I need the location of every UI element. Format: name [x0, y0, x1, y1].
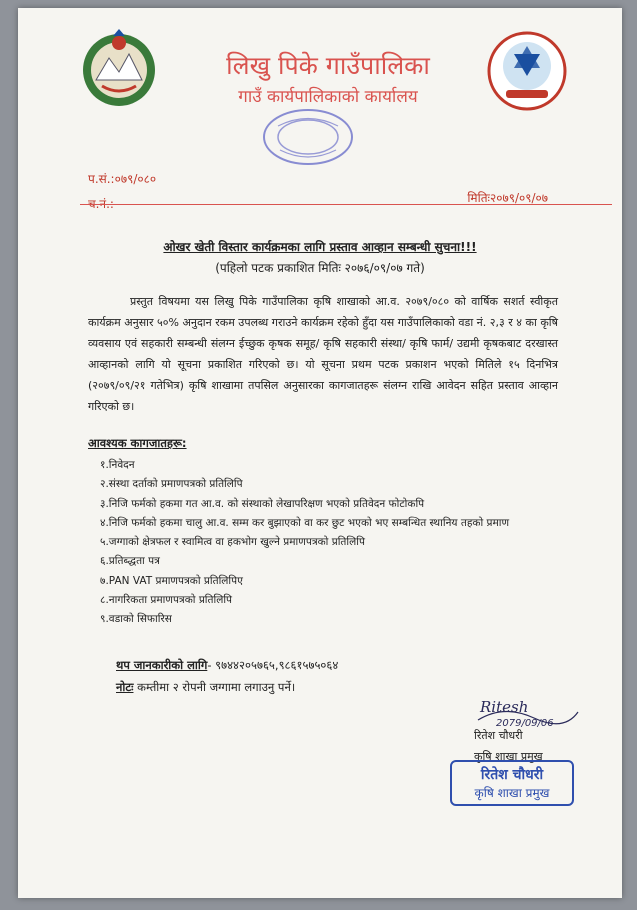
- signature-date: 2079/09/06: [496, 718, 554, 729]
- list-item: १.निवेदन: [100, 459, 135, 471]
- list-item: ३.निजि फर्मको हकमा गत आ.व. को संस्थाको लेखापरिक्षण भएको प्रतिवेदन फोटोकपि: [100, 497, 425, 510]
- list-item: ८.नागरिकता प्रमाणपत्रको प्रतिलिपि: [100, 594, 233, 607]
- municipality-logo: [486, 30, 568, 112]
- contact-line: [116, 658, 338, 673]
- office-subtitle: गाउँ कार्यपालिकाको कार्यालय: [238, 87, 418, 107]
- note-text: कम्तीमा २ रोपनी जग्गामा लगाउनु पर्ने।: [133, 680, 296, 694]
- contact-phones: - ९७४४२०५७६५,९८६१५७५०६४: [207, 658, 339, 672]
- office-round-stamp: [258, 106, 358, 168]
- stamp-name: रितेश चौधरी: [480, 767, 544, 783]
- letter-number: प.सं.:०७९/०८०: [88, 172, 157, 186]
- documents-list: [88, 456, 558, 630]
- stamp-role: कृषि शाखा प्रमुख: [474, 786, 550, 800]
- signature-scribble: Ritesh: [480, 698, 529, 716]
- letter-date: मितिः२०७९/०९/०७: [467, 191, 548, 205]
- notice-title: ओखर खेती विस्तार कार्यक्रमका लागि प्रस्ताव आव्हान सम्बन्धी सुचना!!!: [163, 240, 477, 254]
- list-item: ४.निजि फर्मको हकमा चालु आ.व. सम्म कर बुझाएको वा कर छुट भएको भए सम्बन्धित स्थानिय तहको प्रमाण: [100, 516, 510, 529]
- signatory-role: कृषि शाखा प्रमुख: [474, 750, 543, 763]
- signatory-name: रितेश चौधरी: [474, 729, 523, 742]
- note-label: नोटः: [116, 680, 134, 694]
- list-item: २.संस्था दर्ताको प्रमाणपत्रको प्रतिलिपि: [100, 478, 243, 491]
- notice-subtitle: (पहिलो पटक प्रकाशित मितिः २०७६/०९/०७ गते): [215, 261, 425, 275]
- name-stamp: [450, 760, 574, 806]
- document-page: [18, 8, 622, 898]
- note-line: [116, 680, 338, 695]
- header-divider: [80, 204, 612, 205]
- contact-block: [116, 658, 338, 702]
- reference-numbers: [88, 170, 156, 220]
- list-item: ९.वडाको सिफारिस: [100, 613, 172, 626]
- contact-label: थप जानकारीको लागि: [116, 658, 208, 672]
- list-item: ६.प्रतिब्द्धता पत्र: [100, 555, 160, 568]
- notice-body: प्रस्तुत विषयमा यस लिखु पिके गाउँपालिका कृषि शाखाको आ.व. २०७९/०८० को वार्षिक सशर्त स्वीकृत कार्यक्रम अनुसार ५०% अनुदान रकम उपलब्ध गराउने कार्यक्रम रहेको हुँदा यस गाउँपालिकाको वडा नं. २,३ र ४ का कृषि व्यवसाय एवं सहकारी सम्बन्धी संलग्न ईच्छुक कृषक समूह/ कृषि सहकारी संस्था/ कृषि फार्म/ उद्यमी कृषकबाट दरखास्त आव्हानको लागि यो सूचना प्रकाशित गरिएको छ। यो सूचना प्रथम पटक प्रकाशन भएको मितिले १५ दिनभित्र (२०७९/०९/२१ गतेभित्र) कृषि शाखामा तपसिल अनुसारका कागजातहरू संलग्न राखि आवेदन सहित प्रस्ताव आव्हान गरिएको छ।: [88, 295, 558, 413]
- municipality-title: लिखु पिके गाउँपालिका: [226, 51, 430, 80]
- list-item: ५.जग्गाको क्षेत्रफल र स्वामित्व वा हकभोग खुल्ने प्रमाणपत्रको प्रतिलिपि: [100, 536, 365, 549]
- dispatch-number: च.नं.:: [88, 197, 114, 211]
- documents-heading: आवश्यक कागजातहरू:: [88, 436, 187, 450]
- list-item: ७.PAN VAT प्रमाणपत्रको प्रतिलिपिए: [100, 574, 243, 587]
- nepal-emblem-logo: [76, 28, 162, 108]
